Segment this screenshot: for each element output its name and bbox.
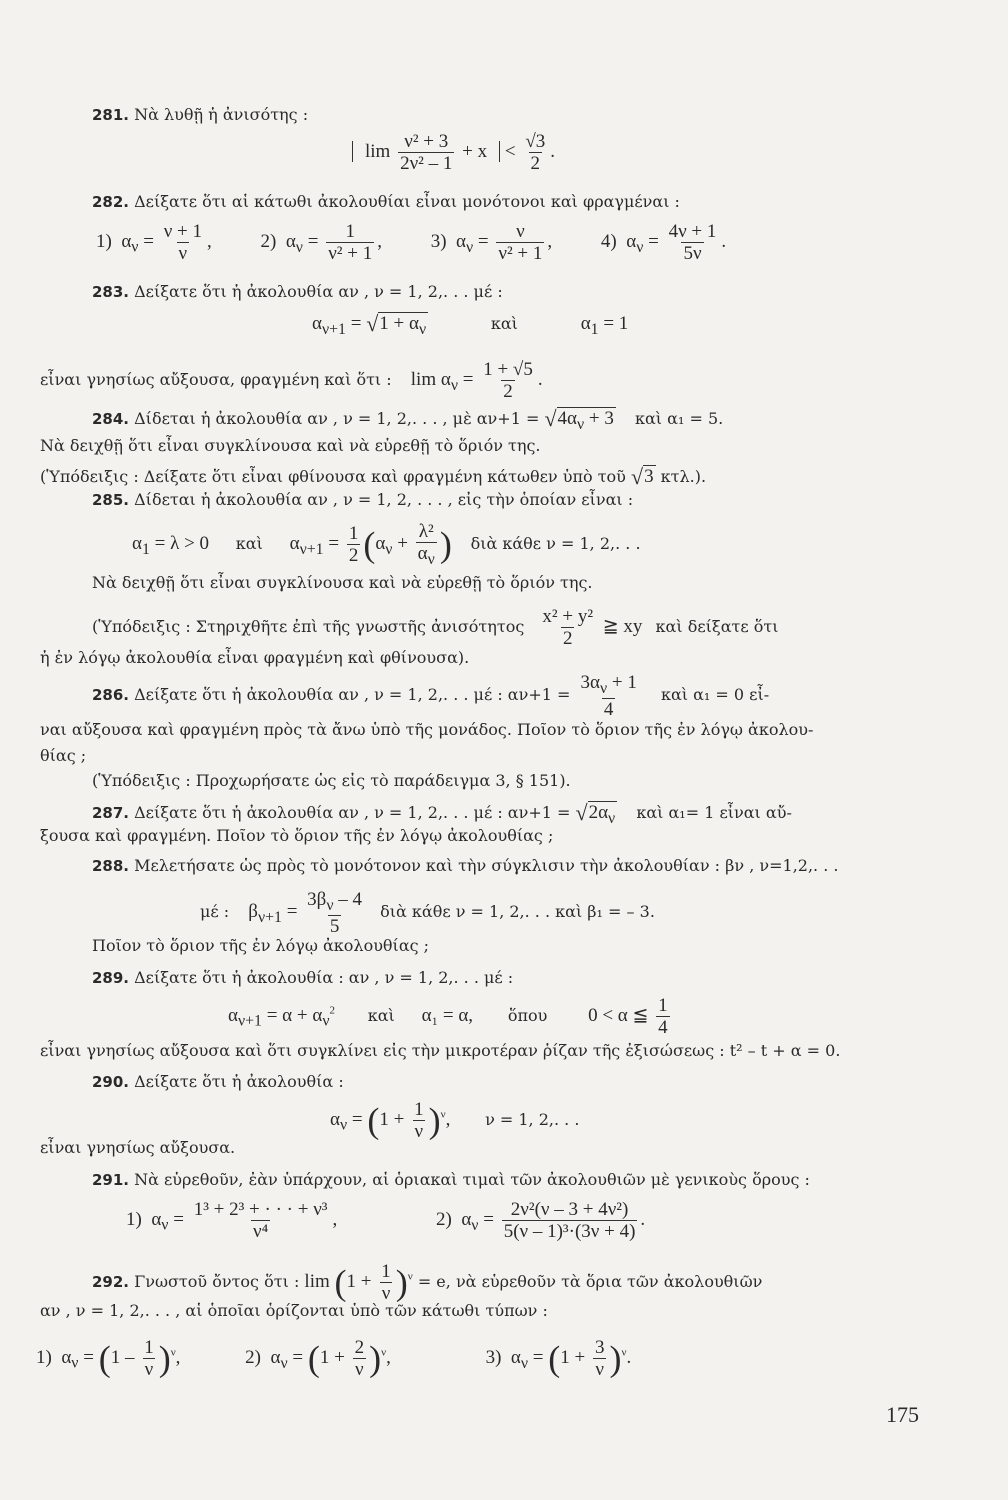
problem-286-line3: θίας ; xyxy=(40,746,87,765)
problem-289-line3: εἶναι γνησίως αὔξουσα καὶ ὅτι συγκλίνει εἰς τὴν μικροτέραν ῥίζαν τῆς ἐξισώσεως : t² – t + α = 0. xyxy=(40,1041,841,1060)
problem-number: 291. xyxy=(92,1171,130,1189)
problem-number: 286. xyxy=(92,686,130,705)
problem-284-hint: (Ὑπόδειξις : Δείξατε ὅτι εἶναι φθίνουσα καὶ φραγμένη κάτωθεν ὑπὸ τοῦ √3 κτλ.). xyxy=(40,464,707,489)
problem-number: 283. xyxy=(92,283,130,301)
problem-292-line2: αν , ν = 1, 2,. . . , αἱ ὁποῖαι ὁρίζονται ὑπὸ τῶν κάτωθι τύπων : xyxy=(40,1301,548,1320)
problem-290-line3: εἶναι γνησίως αὔξουσα. xyxy=(40,1138,236,1157)
formula-290: $\alpha_\nu = (1$ + $\frac{1}{\nu}$ )$^\nu$, ν = 1, 2,. . . xyxy=(330,1099,580,1142)
problem-number: 282. xyxy=(92,193,130,211)
problem-283-line2: εἶναι γνησίως αὔξουσα, φραγμένη καὶ ὅτι : $\lim \alpha_\nu$ = $\frac{1 + √5}{2}$ . xyxy=(40,359,543,402)
formula-292: 1) $\alpha_\nu = (1$ – $\frac{1}{\nu}$ )$^\nu$, 2) $\alpha_\nu = (1$ + $\frac{2}{\nu}$ )$^\nu$, 3) $\alpha_\nu = (1$ + $\frac{3}{\nu}$ )$^\nu$. xyxy=(36,1337,632,1380)
problem-285-hint2: ἡ ἐν λόγῳ ἀκολουθία εἶναι φραγμένη καὶ φθίνουσα). xyxy=(40,648,470,667)
formula-289: $\alpha_{\nu+1} = \alpha + \alpha_\nu^2$ καὶ α₁ = α, ὅπου 0 < α ≦ $\frac{1}{4}$ xyxy=(228,995,668,1038)
problem-292: 292. Γνωστοῦ ὄντος ὅτι : lim (1 + $\frac{1}{\nu}$ )$^\nu$ = e, νὰ εὑρεθοῦν τὰ ὅρια τῶν ἀκολουθιῶν xyxy=(92,1261,763,1304)
problem-287-line2: ξουσα καὶ φραγμένη. Ποῖον τὸ ὅριον τῆς ἐν λόγῳ ἀκολουθίας ; xyxy=(40,826,554,845)
problem-text: Δείξατε ὅτι ἡ ἀκολουθία αν , ν = 1, 2,. . . μέ : αν+1 = xyxy=(134,685,571,705)
formula-281: lim $\frac{\text{ν² + 3}}{\text{2ν² – 1}}$ + x < $\frac{√3}{2}$ . xyxy=(352,132,555,173)
problem-282 xyxy=(92,194,680,210)
problem-288 xyxy=(92,858,838,874)
problem-289 xyxy=(92,970,513,986)
formula-283a: $\alpha_{\nu+1} = √1 + \alpha_\nu$ καὶ $\alpha_1 = 1$ xyxy=(312,311,629,338)
problem-text: Δείξατε ὅτι ἡ ἀκολουθία : αν , ν = 1, 2,. . . μέ : xyxy=(134,968,514,987)
problem-286: 286. Δείξατε ὅτι ἡ ἀκολουθία αν , ν = 1, 2,. . . μέ : αν+1 = $\frac{3\alpha_\nu + 1}{4}$ καὶ α₁ = 0 εἶ- xyxy=(92,672,770,720)
problem-285-line2: Νὰ δειχθῇ ὅτι εἶναι συγκλίνουσα καὶ νὰ εὑρεθῇ τὸ ὅριόν της. xyxy=(92,573,593,592)
problem-text: Δείξατε ὅτι ἡ ἀκολουθία : xyxy=(134,1072,344,1091)
problem-number: 292. xyxy=(92,1272,130,1291)
problem-number: 287. xyxy=(92,804,130,822)
problem-number: 284. xyxy=(92,410,130,428)
problem-text: Μελετήσατε ὡς πρὸς τὸ μονότονον καὶ τὴν σύγκλισιν τὴν ἀκολουθίαν : βν , ν=1,2,. . . xyxy=(134,856,839,875)
problem-number: 281. xyxy=(92,106,130,124)
problem-290 xyxy=(92,1074,344,1090)
problem-number: 288. xyxy=(92,857,130,875)
problem-number: 290. xyxy=(92,1073,130,1091)
problem-286-hint: (Ὑπόδειξις : Προχωρήσατε ὡς εἰς τὸ παράδειγμα 3, § 151). xyxy=(92,771,571,790)
problem-291 xyxy=(92,1172,810,1188)
formula-282: 1) $\alpha_\nu$ = $\frac{\nu + 1}{\nu}$ , 2) $\alpha_\nu$ = $\frac{1}{\text{ν² + 1}}$ , 3) $\alpha_\nu$ = $\frac{\nu}{\text{ν² + 1}}$ , 4) $\alpha_\nu$ = $\frac{4\nu + 1}{5\nu}$ . xyxy=(96,221,727,264)
formula-285: $\alpha_1 = \lambda > 0$ καὶ $\alpha_{\nu+1}$ = $\frac{1}{2}$ ($\alpha_\nu$ + $\frac{\text{λ²}}{\alpha_\nu}$ ) διὰ κάθε ν = 1, 2,. . . xyxy=(132,521,641,568)
problem-286-line2: ναι αὔξουσα καὶ φραγμένη πρὸς τὰ ἄνω ὑπὸ τῆς μονάδος. Ποῖον τὸ ὅριον τῆς ἐν λόγῳ ἀκολου- xyxy=(40,720,814,739)
problem-text: Νὰ εὑρεθοῦν, ἐὰν ὑπάρχουν, αἱ ὁριακαὶ τιμαὶ τῶν ἀκολουθιῶν μὲ γενικοὺς ὅρους : xyxy=(134,1170,810,1189)
problem-287: 287. Δείξατε ὅτι ἡ ἀκολουθία αν , ν = 1, 2,. . . μέ : $\alpha\nu+1 = √2\alpha_\nu$ καὶ α₁= 1 εἶναι αὔ- xyxy=(92,800,792,827)
problem-text: Δείξατε ὅτι αἱ κάτωθι ἀκολουθίαι εἶναι μονότονοι καὶ φραγμέναι : xyxy=(134,192,680,211)
problem-text: Δίδεται ἡ ἀκολουθία αν , ν = 1, 2,. . . , μὲ αν+1 = xyxy=(134,409,540,428)
problem-text: Δείξατε ὅτι ἡ ἀκολουθία αν , ν = 1, 2,. . . μέ : αν+1 = xyxy=(134,803,571,822)
problem-285-hint: (Ὑπόδειξις : Στηριχθῆτε ἐπὶ τῆς γνωστῆς ἀνισότητος $\frac{\text{x² + y²}}{2}$ ≧ xy καὶ δείξατε ὅτι xyxy=(92,606,779,649)
page-number: 175 xyxy=(886,1402,919,1427)
problem-number: 285. xyxy=(92,491,130,509)
problem-number: 289. xyxy=(92,969,130,987)
problem-281 xyxy=(92,107,308,123)
problem-284: 284. Δίδεται ἡ ἀκολουθία αν , ν = 1, 2,. . . , μὲ $\alpha\nu+1 = √4\alpha_\nu + 3$ καὶ α₁ = 5. xyxy=(92,406,724,433)
problem-283 xyxy=(92,284,503,300)
problem-text: Νὰ λυθῇ ἡ ἀνισότης : xyxy=(134,105,309,124)
problem-text: Δείξατε ὅτι ἡ ἀκολουθία αν , ν = 1, 2,. . . μέ : xyxy=(134,282,503,301)
problem-284-line2: Νὰ δειχθῇ ὅτι εἶναι συγκλίνουσα καὶ νὰ εὑρεθῇ τὸ ὅριόν της. xyxy=(40,436,541,455)
formula-288: μέ : $\beta_{\nu+1}$ = $\frac{3\beta_\nu - 4}{5}$ διὰ κάθε ν = 1, 2,. . . καὶ β₁ = – 3. xyxy=(200,889,655,937)
problem-text: Δίδεται ἡ ἀκολουθία αν , ν = 1, 2, . . . , εἰς τὴν ὁποίαν εἶναι : xyxy=(134,490,634,509)
problem-285 xyxy=(92,492,633,508)
problem-text: Γνωστοῦ ὄντος ὅτι : xyxy=(134,1271,300,1291)
formula-291: 1) $\alpha_\nu$ = $\frac{\text{1³ + 2³ + · · · + ν³}}{\text{ν⁴}}$ , 2) $\alpha_\nu$ = $\frac{\text{2ν²(ν – 3 + 4ν²)}}{\text{5(ν – 1)³·(3ν + 4)}}$ . xyxy=(126,1199,646,1242)
problem-288-line3: Ποῖον τὸ ὅριον τῆς ἐν λόγῳ ἀκολουθίας ; xyxy=(92,936,430,955)
